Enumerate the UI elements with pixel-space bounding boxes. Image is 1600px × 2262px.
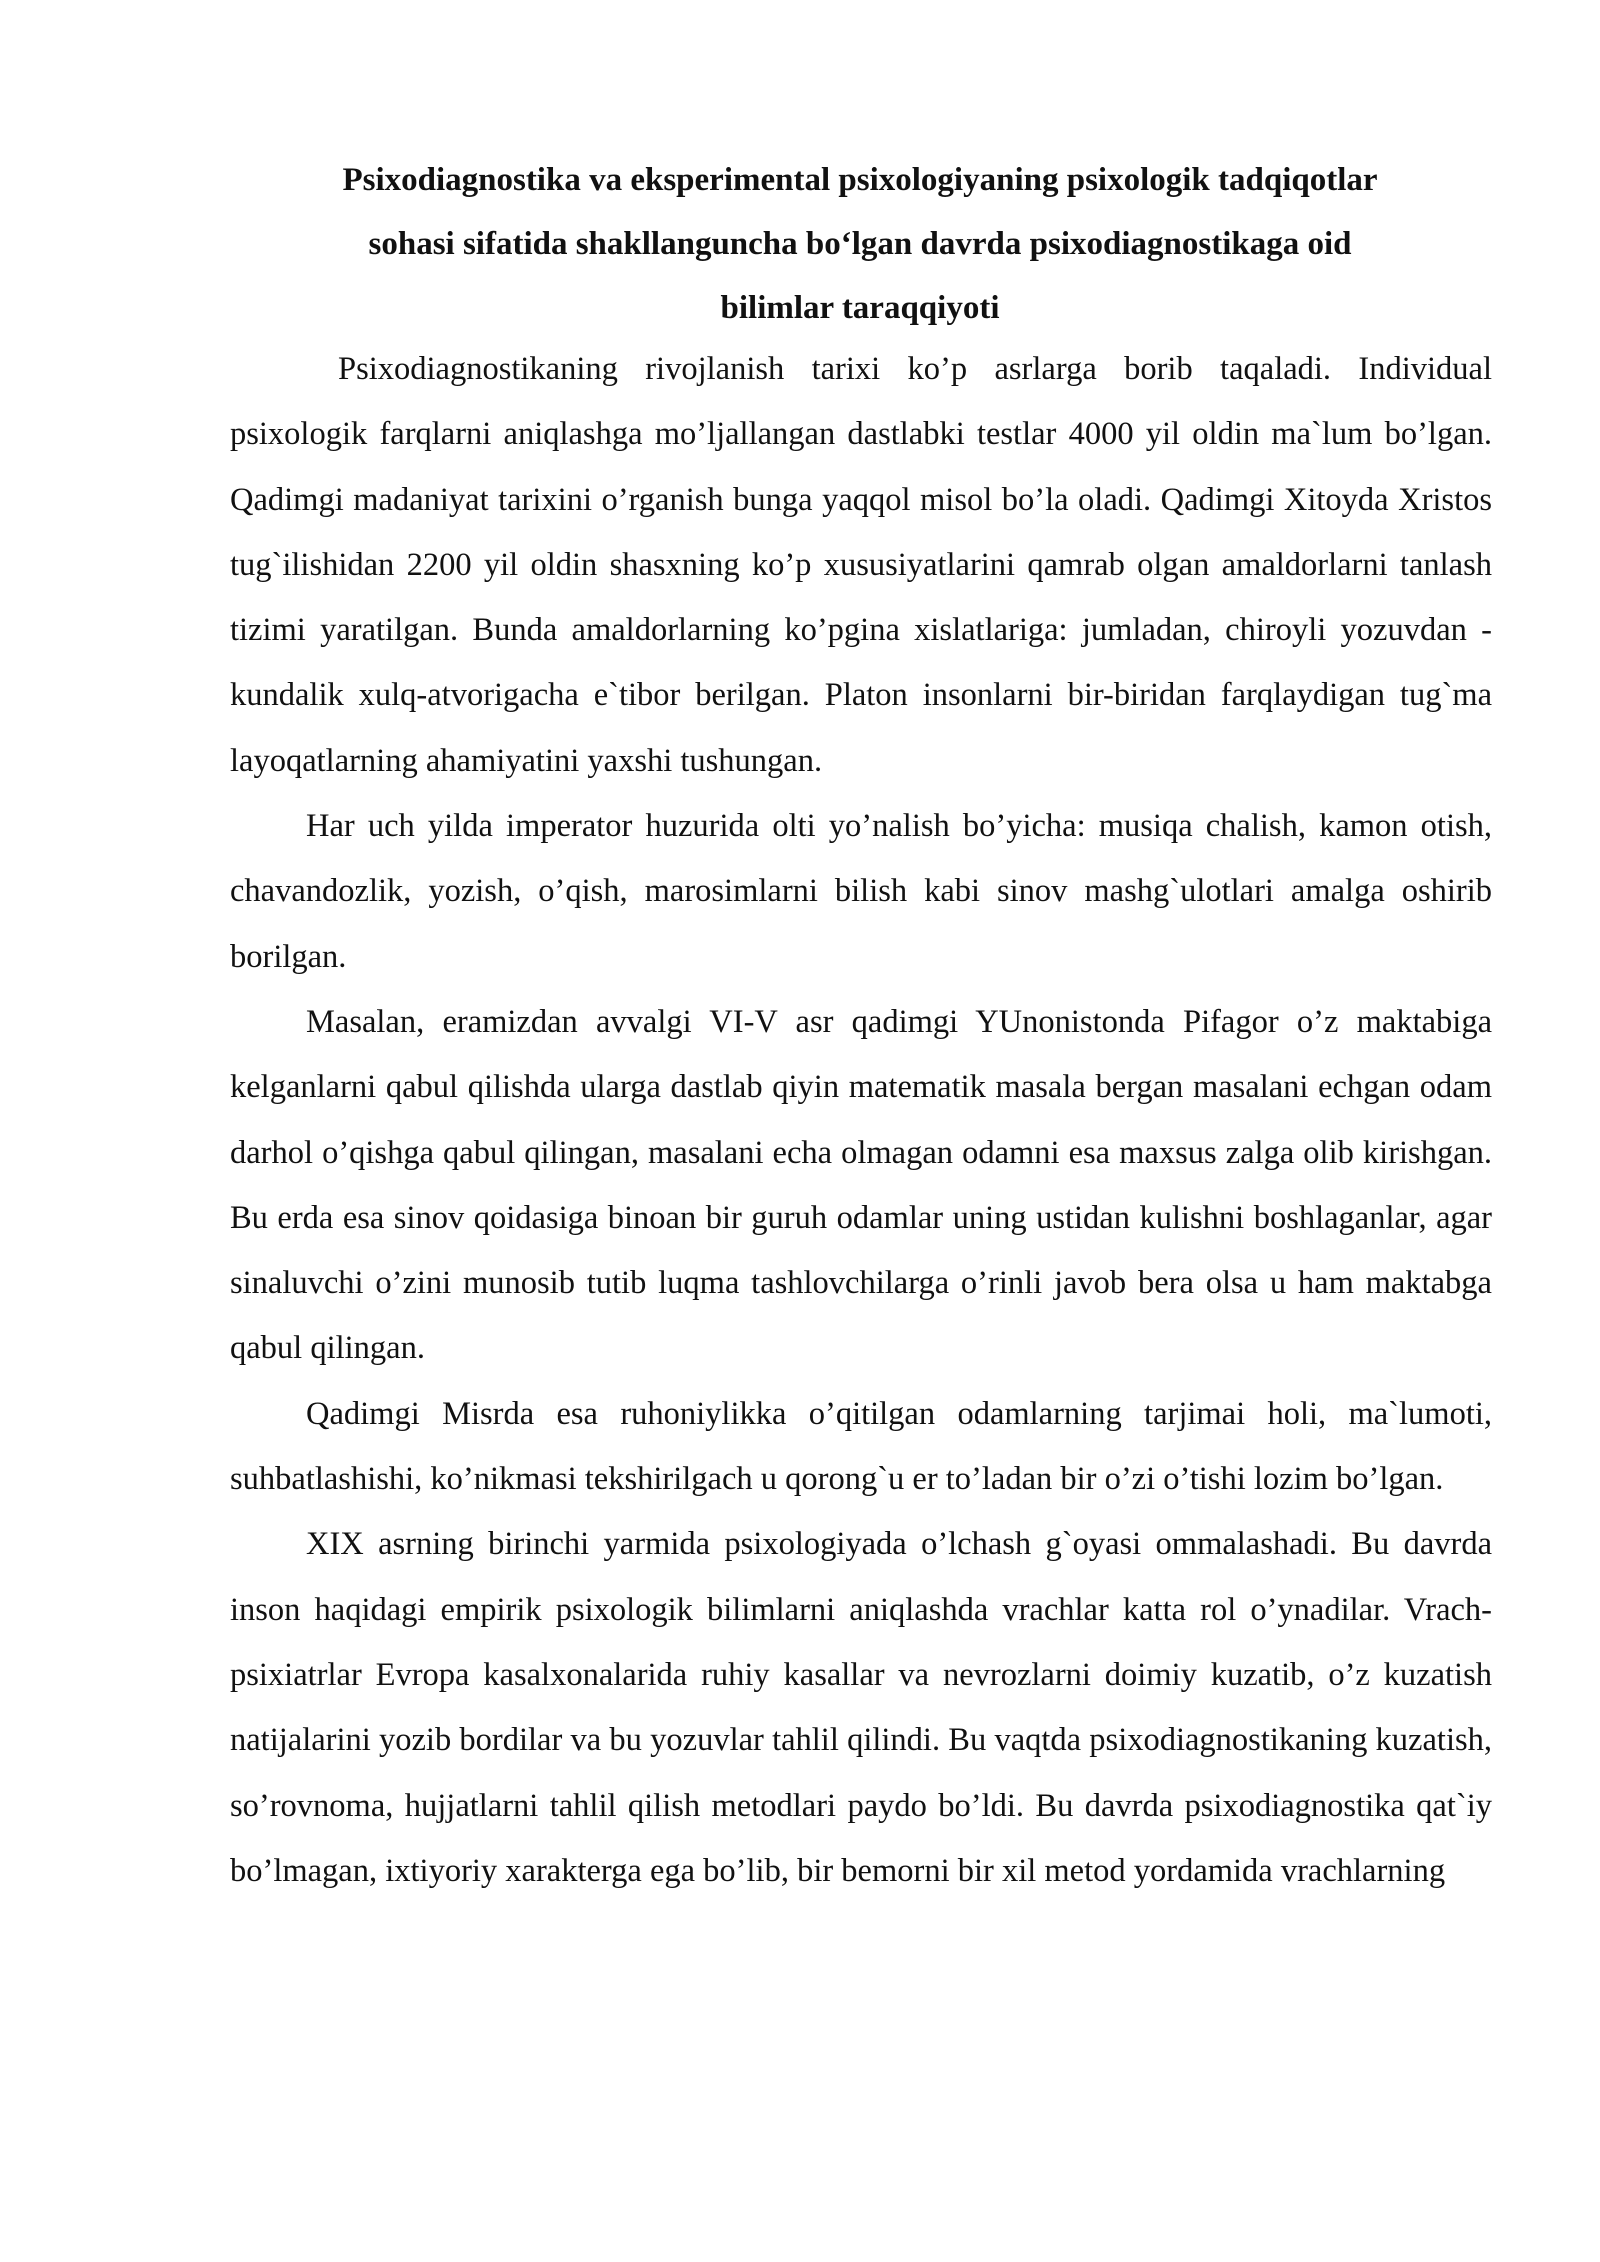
paragraph-4: Qadimgi Misrda esa ruhoniylikka o’qitilgan odamlarning tarjimai holi, ma`lumoti, suhbatlashishi, ko’nikmasi tekshirilgach u qorong`u er to’ladan bir o’zi o’tishi lozim bo’lgan.: [230, 1395, 1492, 1498]
title-line-2: sohasi sifatida shakllanguncha bo‘lgan davrda psixodiagnostikaga oid: [368, 226, 1352, 262]
paragraph-3: Masalan, eramizdan avvalgi VI-V asr qadimgi YUnonistonda Pifagor o’z maktabiga kelganlarni qabul qilishda ularga dastlab qiyin matematik masala bergan masalani echgan odam darhol o’qishga qabul qilingan, masalani echa olmagan odamni esa maxsus zalga olib kirishgan. Bu erda esa sinov qoidasiga binoan bir guruh odamlar uning ustidan kulishni boshlaganlar, agar sinaluvchi o’zini munosib tutib luqma tashlovchilarga o’rinli javob bera olsa u ham maktabga qabul qilingan.: [230, 1003, 1492, 1367]
document-body: [230, 337, 1492, 1904]
title-line-1: Psixodiagnostika va eksperimental psixologiyaning psixologik tadqiqotlar: [342, 162, 1378, 198]
document-title: [230, 148, 1490, 340]
title-line-3: bilimlar taraqqiyoti: [720, 290, 1000, 326]
paragraph-1: Psixodiagnostikaning rivojlanish tarixi ko’p asrlarga borib taqaladi. Individual psixologik farqlarni aniqlashga mo’ljallangan dastlabki testlar 4000 yil oldin ma`lum bo’lgan. Qadimgi madaniyat tarixini o’rganish bunga yaqqol misol bo’la oladi. Qadimgi Xitoyda Xristos tug`ilishidan 2200 yil oldin shasxning ko’p xususiyatlarini qamrab olgan amaldorlarni tanlash tizimi yaratilgan. Bunda amaldorlarning ko’pgina xislatlariga: jumladan, chiroyli yozuvdan - kundalik xulq-atvorigacha e`tibor berilgan. Platon insonlarni bir-biridan farqlaydigan tug`ma layoqatlarning ahamiyatini yaxshi tushungan.: [230, 351, 1492, 779]
paragraph-5: XIX asrning birinchi yarmida psixologiyada o’lchash g`oyasi ommalashadi. Bu davrda inson haqidagi empirik psixologik bilimlarni aniqlashda vrachlar katta rol o’ynadilar. Vrach-psixiatrlar Evropa kasalxonalarida ruhiy kasallar va nevrozlarni doimiy kuzatib, o’z kuzatish natijalarini yozib bordilar va bu yozuvlar tahlil qilindi. Bu vaqtda psixodiagnostikaning kuzatish, so’rovnoma, hujjatlarni tahlil qilish metodlari paydo bo’ldi. Bu davrda psixodiagnostika qat`iy bo’lmagan, ixtiyoriy xarakterga ega bo’lib, bir bemorni bir xil metod yordamida vrachlarning: [230, 1526, 1492, 1889]
paragraph-2: Har uch yilda imperator huzurida olti yo’nalish bo’yicha: musiqa chalish, kamon otish, chavandozlik, yozish, o’qish, marosimlarni bilish kabi sinov mashg`ulotlari amalga oshirib borilgan.: [230, 808, 1492, 975]
